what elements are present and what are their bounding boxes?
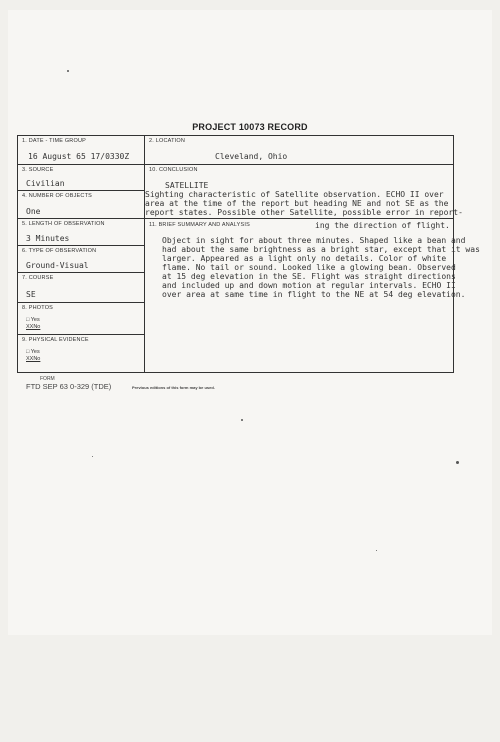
evidence-label: 9. PHYSICAL EVIDENCE <box>22 337 89 343</box>
location-cell <box>145 136 453 165</box>
scan-speck <box>456 461 459 464</box>
location-label: 2. LOCATION <box>149 138 186 144</box>
conclusion-label: 10. CONCLUSION <box>149 167 198 173</box>
summary-label: 11. BRIEF SUMMARY AND ANALYSIS <box>149 222 250 228</box>
summary-cell <box>145 219 480 374</box>
photos-label: 8. PHOTOS <box>22 305 54 311</box>
source-label: 3. SOURCE <box>22 167 54 173</box>
type-cell <box>18 246 144 273</box>
scan-speck <box>376 550 377 551</box>
conclusion-line-2: area at the time of the report but heading NE and not SE as the <box>145 199 449 208</box>
photos-yes: □ Yes <box>26 317 40 323</box>
conclusion-line-3: report states. Possible other Satellite, possible error in report- <box>145 208 463 217</box>
summary-lead: ing the direction of flight. <box>315 221 450 230</box>
form-note: Previous editions of this form may be used. <box>132 384 215 390</box>
objects-value: One <box>26 207 41 216</box>
length-value: 3 Minutes <box>26 234 70 243</box>
scan-speck <box>67 70 69 72</box>
date-time-label: 1. DATE - TIME GROUP <box>22 138 86 144</box>
left-column <box>18 136 145 372</box>
photos-no: XXNo <box>26 324 41 330</box>
conclusion-cell <box>145 165 463 219</box>
objects-label: 4. NUMBER OF OBJECTS <box>22 193 93 199</box>
summary-line-4: flame. No tail or sound. Looked like a glowing bean. Observed <box>162 263 456 272</box>
objects-cell <box>18 191 144 219</box>
evidence-no: XXNo <box>26 356 41 362</box>
course-value: SE <box>26 290 36 299</box>
length-cell <box>18 219 144 246</box>
record-form <box>17 135 480 373</box>
location-value: Cleveland, Ohio <box>215 152 288 161</box>
form-code: FTD SEP 63 0-329 (TDE) <box>26 382 112 391</box>
summary-line-7: over area at same time in flight to the NE at 54 deg elevation. <box>162 290 466 299</box>
course-cell <box>18 273 144 303</box>
summary-line-2: had about the same brightness as a bright star, except that it was <box>162 245 480 254</box>
summary-line-3: larger. Appeared as a light only no details. Color of white <box>162 254 447 263</box>
source-cell <box>18 165 144 191</box>
course-label: 7. COURSE <box>22 275 54 281</box>
right-column <box>145 136 480 372</box>
scan-speck <box>92 456 93 457</box>
length-label: 5. LENGTH OF OBSERVATION <box>22 221 105 227</box>
form-word: FORM <box>40 376 55 382</box>
date-time-cell <box>18 136 144 165</box>
summary-line-5: at 15 deg elevation in the SE. Flight was straight directions <box>162 272 456 281</box>
summary-line-1: Object in sight for about three minutes. Shaped like a bean and <box>162 236 466 245</box>
record-title: PROJECT 10073 RECORD <box>192 122 308 132</box>
photos-cell <box>18 303 144 335</box>
type-value: Ground-Visual <box>26 261 89 270</box>
summary-line-6: and included up and down motion at regular intervals. ECHO II <box>162 281 456 290</box>
date-time-value: 16 August 65 17/0330Z <box>28 152 130 161</box>
evidence-yes: □ Yes <box>26 349 40 355</box>
conclusion-value: SATELLITE <box>165 181 209 190</box>
type-label: 6. TYPE OF OBSERVATION <box>22 248 97 254</box>
conclusion-line-1: Sighting characteristic of Satellite observation. ECHO II over <box>145 190 444 199</box>
evidence-cell <box>18 335 144 374</box>
scan-speck <box>241 419 243 421</box>
source-value: Civilian <box>26 179 65 188</box>
